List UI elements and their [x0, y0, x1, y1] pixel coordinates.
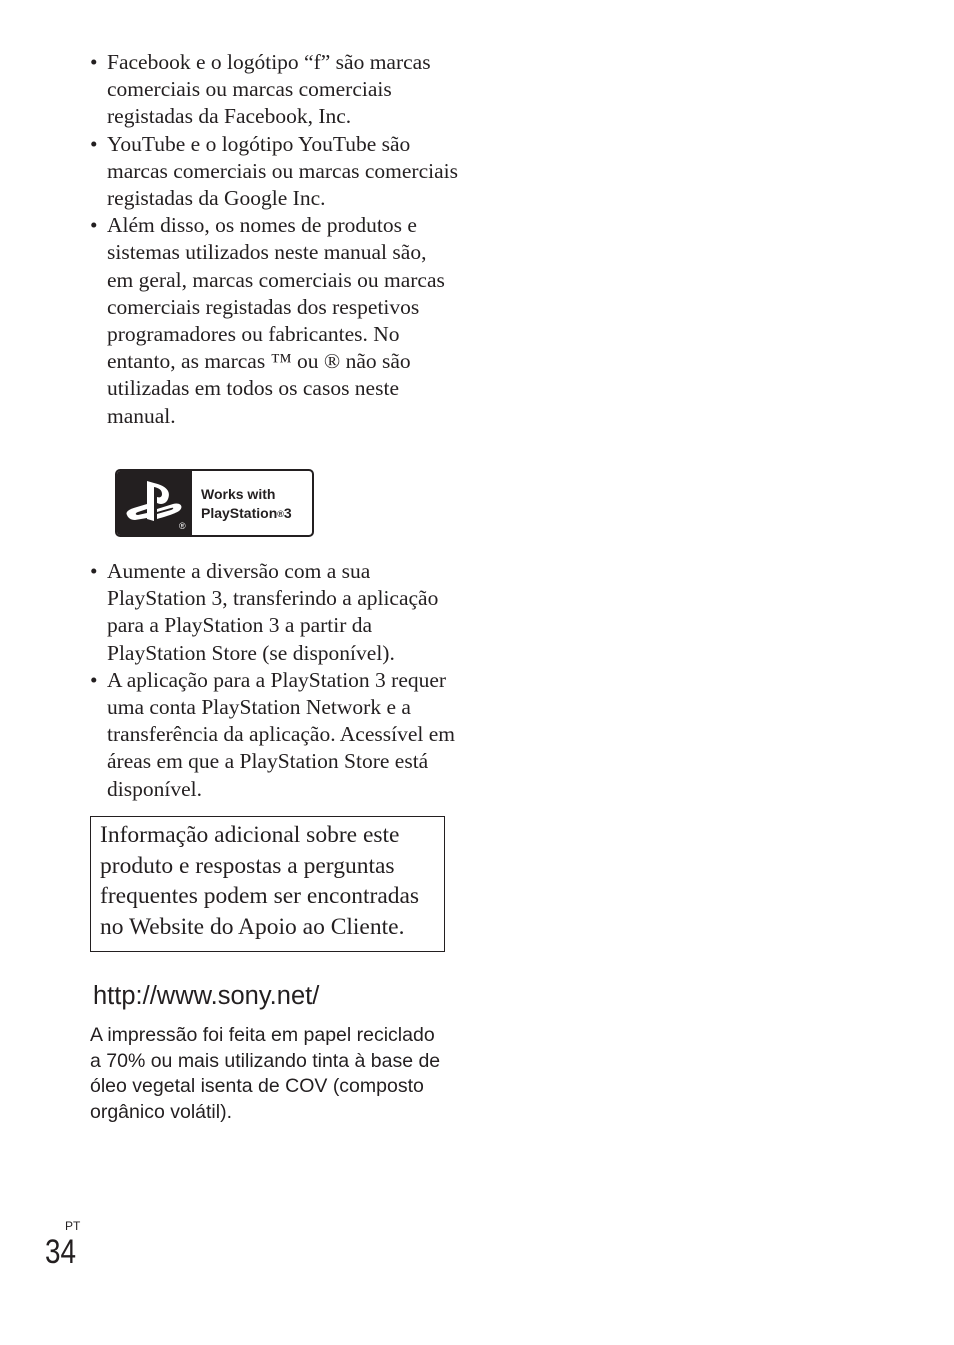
list-item-text: Além disso, os nomes de produtos e sistemas utilizados neste manual são, em geral, marcas comerciais ou marcas comerciais registadas dos respetivos programadores ou fabricantes. No entanto, as marcas ™ ou ® não são utilizadas em todos os casos neste manual.: [107, 213, 445, 428]
list-item: [88, 558, 458, 667]
bullet-mark: •: [90, 559, 98, 583]
badge-line-1: Works with: [201, 486, 276, 502]
badge-model: 3: [283, 505, 292, 521]
list-item-text: Facebook e o logótipo “f” são marcas comerciais ou marcas comerciais registadas da Facebook, Inc.: [107, 50, 431, 129]
list-item: [88, 49, 458, 131]
trademark-notes-list: [88, 49, 458, 430]
language-code: PT: [65, 1219, 81, 1233]
badge-reg-mark: ®: [277, 509, 284, 519]
bullet-mark: •: [90, 131, 98, 156]
list-item: [88, 131, 458, 213]
playstation-notes-list: [88, 558, 458, 803]
badge-line-2: [201, 504, 292, 524]
works-with-playstation-badge: [115, 469, 314, 537]
bullet-mark: •: [90, 667, 98, 692]
playstation-logo-icon: [117, 471, 192, 535]
bullet-mark: •: [90, 50, 98, 74]
support-info-text: Informação adicional sobre este produto e respostas a perguntas frequentes podem ser encontradas no Website do Apoio ao Cliente.: [100, 822, 420, 940]
support-info-box: [90, 816, 445, 952]
bullet-mark: •: [90, 213, 98, 238]
logo-reg-mark: ®: [179, 521, 186, 531]
list-item: [88, 667, 458, 803]
list-item-text: Aumente a diversão com a sua PlayStation 3, transferindo a aplicação para a PlayStation 3 a partir da PlayStation Store (se disponível).: [107, 559, 439, 665]
list-item: [88, 212, 458, 430]
badge-text: [201, 485, 292, 524]
website-url[interactable]: http://www.sony.net/: [93, 982, 320, 1010]
list-item-text: YouTube e o logótipo YouTube são marcas comerciais ou marcas comerciais registadas da Google Inc.: [107, 131, 458, 211]
print-note: A impressão foi feita em papel reciclado a 70% ou mais utilizando tinta à base de óleo vegetal isenta de COV (composto orgânico volátil).: [90, 1024, 441, 1123]
badge-brand: PlayStation: [201, 505, 278, 521]
list-item-text: A aplicação para a PlayStation 3 requer uma conta PlayStation Network e a transferência da aplicação. Acessível em áreas em que a PlayStation Store está disponível.: [107, 667, 455, 801]
page-number: 34: [45, 1233, 77, 1271]
